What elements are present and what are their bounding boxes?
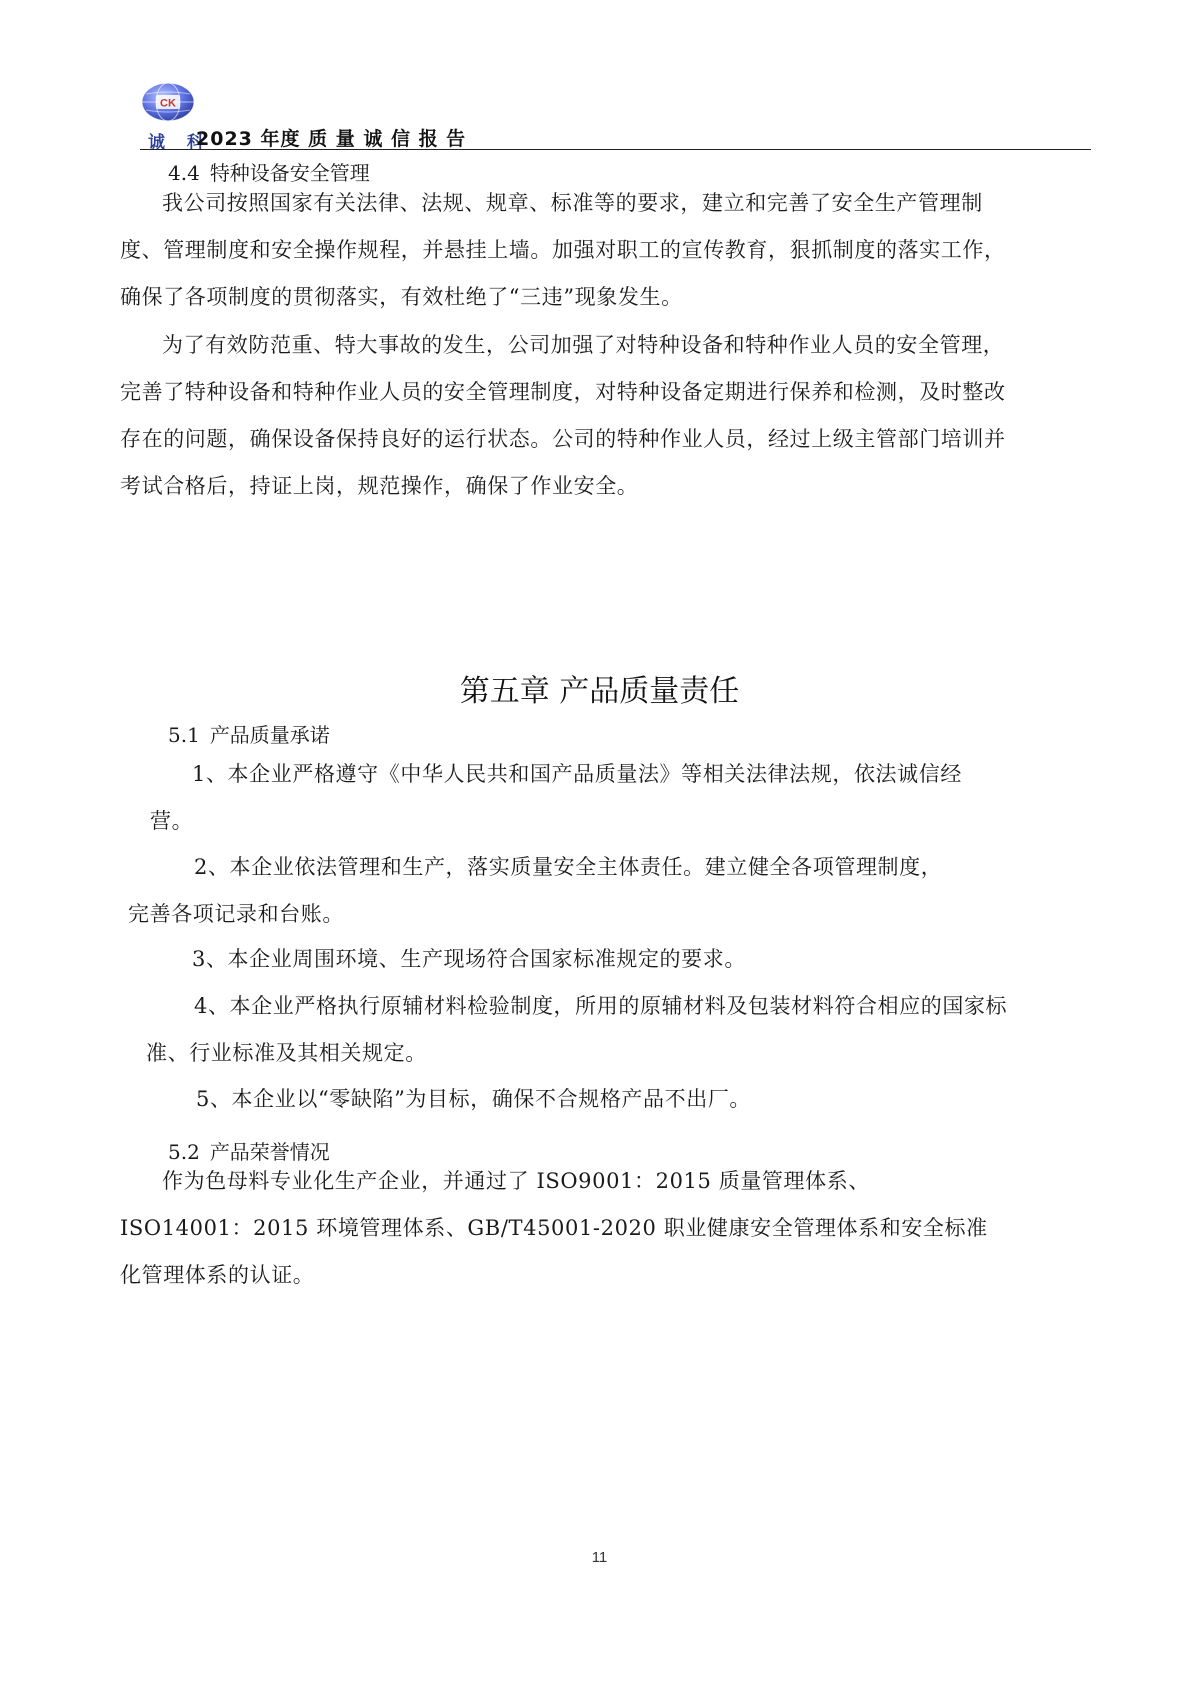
section-title: 产品质量承诺 bbox=[209, 723, 330, 747]
page-header bbox=[140, 82, 1090, 152]
paragraph: 为了有效防范重、特大事故的发生，公司加强了对特种设备和特种作业人员的安全管理，完善了特种设备和特种作业人员的安全管理制度，对特种设备定期进行保养和检测，及时整改存在的问题，确保设备保持良好的运行状态。公司的特种作业人员，经过上级主管部门培训并考试合格后，持证上岗，规范操作，确保了作业安全。 bbox=[120, 333, 1006, 498]
section-number: 5.2 bbox=[168, 1140, 200, 1164]
list-item: 5、本企业以“零缺陷”为目标，确保不合规格产品不出厂。 bbox=[196, 1087, 752, 1111]
logo-text: CK bbox=[160, 97, 176, 110]
page-number: 11 bbox=[591, 1549, 608, 1566]
paragraph: 我公司按照国家有关法律、法规、规章、标准等的要求，建立和完善了安全生产管理制度、管理制度和安全操作规程，并悬挂上墙。加强对职工的宣传教育，狠抓制度的落实工作，确保了各项制度的贯彻落实，有效杜绝了“三违”现象发生。 bbox=[120, 191, 1006, 309]
header-divider bbox=[140, 149, 1091, 150]
section-heading-5-1 bbox=[168, 720, 330, 750]
section-title: 特种设备安全管理 bbox=[209, 161, 370, 185]
list-item: 1、本企业严格遵守《中华人民共和国产品质量法》等相关法律法规，依法诚信经营。 bbox=[150, 762, 962, 833]
list-item: 4、本企业严格执行原辅材料检验制度，所用的原辅材料及包装材料符合相应的国家标准、行业标准及其相关规定。 bbox=[146, 994, 1008, 1065]
header-title: 2023 年度 质 量 诚 信 报 告 bbox=[196, 128, 467, 150]
logo-brand-text: 诚 科 bbox=[148, 133, 212, 153]
chapter-title: 第五章 产品质量责任 bbox=[459, 674, 740, 709]
company-logo-icon bbox=[140, 82, 200, 126]
list-item: 2、本企业依法管理和生产，落实质量安全主体责任。建立健全各项管理制度，完善各项记录和台账。 bbox=[128, 855, 943, 926]
paragraph: 作为色母料专业化生产企业，并通过了 ISO9001：2015 质量管理体系、ISO14001：2015 环境管理体系、GB/T45001-2020 职业健康安全管理体系和安全标准化管理体系的认证。 bbox=[120, 1169, 988, 1287]
list-item: 3、本企业周围环境、生产现场符合国家标准规定的要求。 bbox=[192, 947, 746, 971]
section-number: 4.4 bbox=[168, 161, 200, 185]
section-number: 5.1 bbox=[168, 723, 200, 747]
section-title: 产品荣誉情况 bbox=[209, 1140, 330, 1164]
